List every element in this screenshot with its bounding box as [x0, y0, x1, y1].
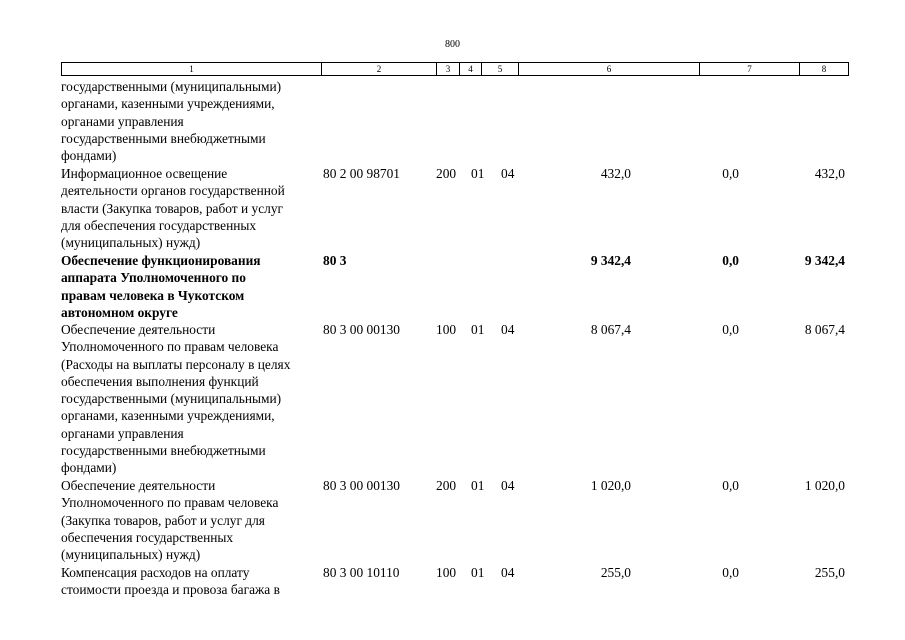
column-header-2: 2: [321, 62, 437, 76]
row-amount-8: 432,0: [814, 166, 845, 181]
row-expense-type: 100: [436, 322, 457, 337]
row-description: Обеспечение функционирования аппарата Уполномоченного по правам человека в Чукотском автономном округе: [61, 253, 261, 320]
row-target-code: 80 3 00 00130: [323, 478, 400, 493]
column-header-7: 7: [699, 62, 800, 76]
row-subsection: 04: [501, 478, 515, 493]
row-amount-7: 0,0: [722, 322, 739, 337]
row-target-code: 80 3: [323, 253, 347, 268]
row-target-code: 80 3 00 10110: [323, 565, 400, 580]
row-section: 01: [471, 565, 485, 580]
row-subsection: 04: [501, 565, 515, 580]
row-amount-7: 0,0: [722, 253, 739, 268]
table-header: [61, 62, 849, 76]
row-subsection: 04: [501, 322, 515, 337]
row-expense-type: 200: [436, 478, 457, 493]
row-target-code: 80 3 00 00130: [323, 322, 400, 337]
column-header-4: 4: [459, 62, 482, 76]
row-subsection: 04: [501, 166, 515, 181]
row-description: Обеспечение деятельности Уполномоченного по правам человека (Расходы на выплаты персоналу в целях обеспечения выполнения функций государственными (муниципальными) органами, казенными учреждениями, органами управления государственными внебюджетными фондами): [61, 322, 291, 476]
row-amount-7: 0,0: [722, 565, 739, 580]
row-section: 01: [471, 322, 485, 337]
row-amount-6: 1 020,0: [590, 478, 631, 493]
row-section: 01: [471, 478, 485, 493]
row-amount-8: 9 342,4: [804, 253, 845, 268]
row-expense-type: 100: [436, 565, 457, 580]
row-amount-8: 8 067,4: [804, 322, 845, 337]
page-number: 800: [445, 39, 460, 50]
row-amount-6: 255,0: [600, 565, 631, 580]
row-amount-6: 9 342,4: [590, 253, 631, 268]
row-amount-6: 8 067,4: [590, 322, 631, 337]
row-amount-6: 432,0: [600, 166, 631, 181]
row-section: 01: [471, 166, 485, 181]
row-amount-8: 255,0: [814, 565, 845, 580]
column-header-5: 5: [481, 62, 519, 76]
row-amount-7: 0,0: [722, 478, 739, 493]
row-description: Информационное освещение деятельности органов государственной власти (Закупка товаров, работ и услуг для обеспечения государственных (муниципальных) нужд): [61, 166, 285, 251]
row-description: Обеспечение деятельности Уполномоченного по правам человека (Закупка товаров, работ и услуг для обеспечения государственных (муниципальных) нужд): [61, 478, 279, 563]
row-description: Компенсация расходов на оплату стоимости проезда и провоза багажа в: [61, 565, 280, 598]
row-expense-type: 200: [436, 166, 457, 181]
column-header-3: 3: [436, 62, 460, 76]
row-description: государственными (муниципальными) органами, казенными учреждениями, органами управления государственными внебюджетными фондами): [61, 79, 282, 164]
row-amount-7: 0,0: [722, 166, 739, 181]
column-header-8: 8: [799, 62, 849, 76]
column-header-1: 1: [61, 62, 322, 76]
column-header-6: 6: [518, 62, 700, 76]
row-target-code: 80 2 00 98701: [323, 166, 400, 181]
row-amount-8: 1 020,0: [804, 478, 845, 493]
